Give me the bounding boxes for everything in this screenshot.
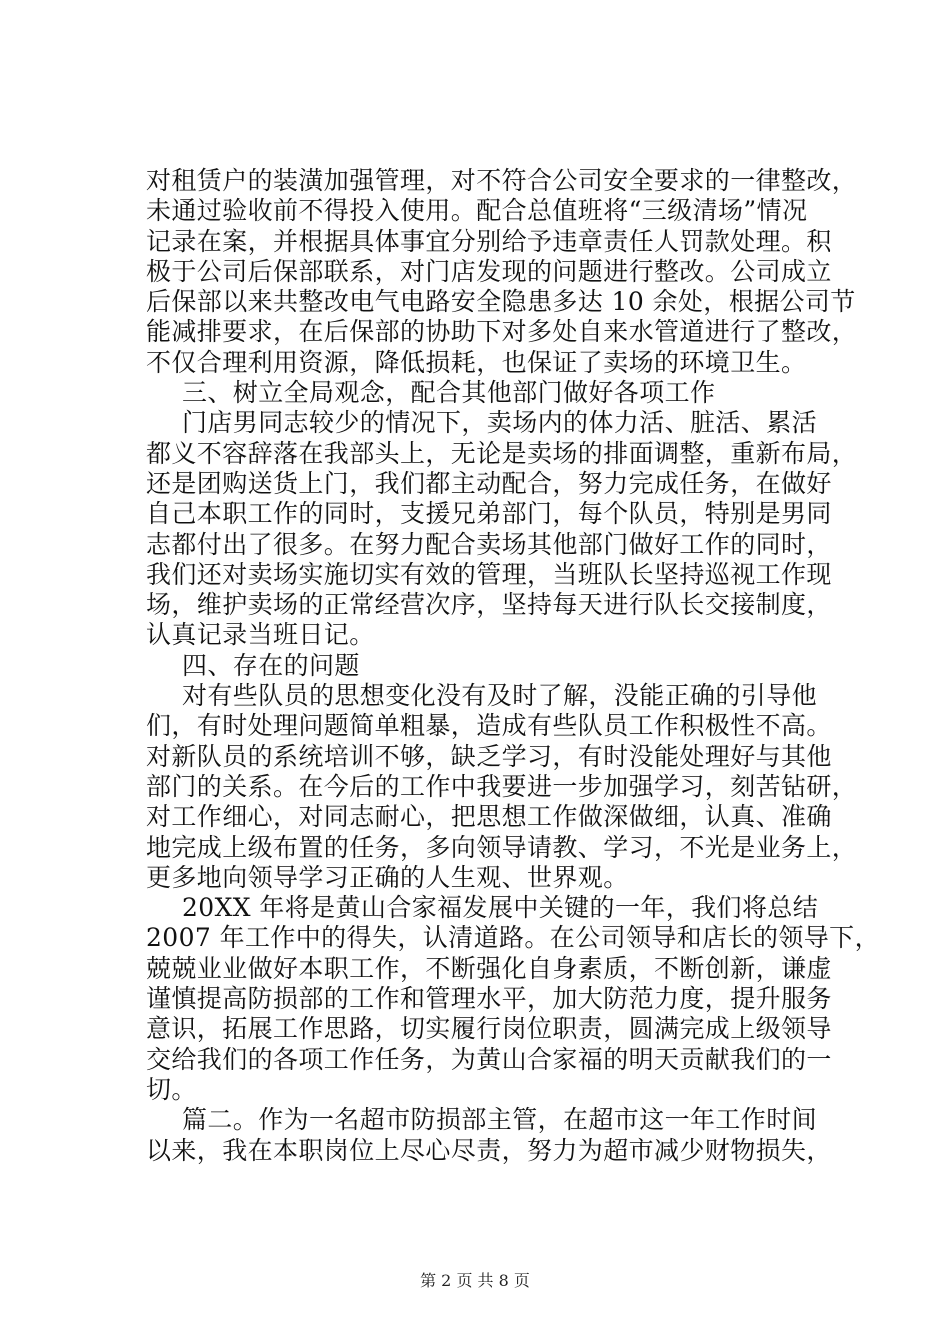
text-line: 极于公司后保部联系，对门店发现的问题进行整改。公司成立 — [146, 256, 832, 286]
text-line: 自己本职工作的同时，支援兄弟部门，每个队员，特别是男同 — [146, 499, 832, 529]
text-line: 部门的关系。在今后的工作中我要进一步加强学习，刻苦钻研， — [146, 771, 858, 801]
text-line: 不仅合理利用资源，降低损耗，也保证了卖场的环境卫生。 — [146, 347, 807, 377]
text-line: 意识，拓展工作思路，切实履行岗位职责，圆满完成上级领导 — [146, 1014, 832, 1044]
text-line: 还是团购送货上门，我们都主动配合，努力完成任务，在做好 — [146, 468, 832, 498]
page-footer: 第 2 页 共 8 页 — [420, 1271, 530, 1290]
text-line: 以来，我在本职岗位上尽心尽责，努力为超市减少财物损失， — [146, 1135, 832, 1165]
text-line: 对租赁户的装潢加强管理，对不符合公司安全要求的一律整改， — [146, 166, 858, 195]
text-line: 谨慎提高防损部的工作和管理水平，加大防范力度，提升服务 — [146, 984, 832, 1014]
text-line: 都义不容辞落在我部头上，无论是卖场的排面调整，重新布局， — [146, 438, 858, 468]
section-heading: 四、存在的问题 — [182, 650, 360, 680]
text-line: 2007 年工作中的得失，认清道路。在公司领导和店长的领导下， — [146, 923, 880, 953]
section-heading: 三、树立全局观念，配合其他部门做好各项工作 — [182, 378, 716, 408]
text-line: 能减排要求，在后保部的协助下对多处自来水管道进行了整改， — [146, 317, 858, 347]
text-line: 篇二。作为一名超市防损部主管，在超市这一年工作时间 — [182, 1105, 818, 1135]
text-line: 记录在案，并根据具体事宜分别给予违章责任人罚款处理。积 — [146, 226, 832, 256]
text-line: 我们还对卖场实施切实有效的管理，当班队长坚持巡视工作现 — [146, 559, 832, 589]
text-line: 对有些队员的思想变化没有及时了解，没能正确的引导他 — [182, 681, 818, 711]
text-line: 志都付出了很多。在努力配合卖场其他部门做好工作的同时， — [146, 529, 832, 559]
text-line: 20XX 年将是黄山合家福发展中关键的一年，我们将总结 — [182, 893, 819, 923]
body-text — [146, 166, 880, 1166]
text-line: 未通过验收前不得投入使用。配合总值班将“三级清场”情况 — [146, 196, 808, 226]
text-line: 们，有时处理问题简单粗暴，造成有些队员工作积极性不高。 — [146, 711, 832, 741]
text-line: 对新队员的系统培训不够，缺乏学习，有时没能处理好与其他 — [146, 741, 832, 771]
text-line: 场，维护卖场的正常经营次序，坚持每天进行队长交接制度， — [146, 590, 832, 620]
text-line: 认真记录当班日记。 — [146, 620, 375, 650]
text-line: 切。 — [146, 1074, 197, 1104]
text-line: 更多地向领导学习正确的人生观、世界观。 — [146, 862, 629, 892]
text-line: 门店男同志较少的情况下，卖场内的体力活、脏活、累活 — [182, 408, 818, 438]
text-line: 交给我们的各项工作任务，为黄山合家福的明天贡献我们的一 — [146, 1044, 832, 1074]
text-line: 地完成上级布置的任务，多向领导请教、学习，不光是业务上， — [146, 832, 858, 862]
text-line: 兢兢业业做好本职工作，不断强化自身素质，不断创新，谦虚 — [146, 953, 832, 983]
text-line: 后保部以来共整改电气电路安全隐患多达 10 余处，根据公司节 — [146, 287, 856, 317]
text-line: 对工作细心，对同志耐心，把思想工作做深做细，认真、准确 — [146, 802, 832, 832]
